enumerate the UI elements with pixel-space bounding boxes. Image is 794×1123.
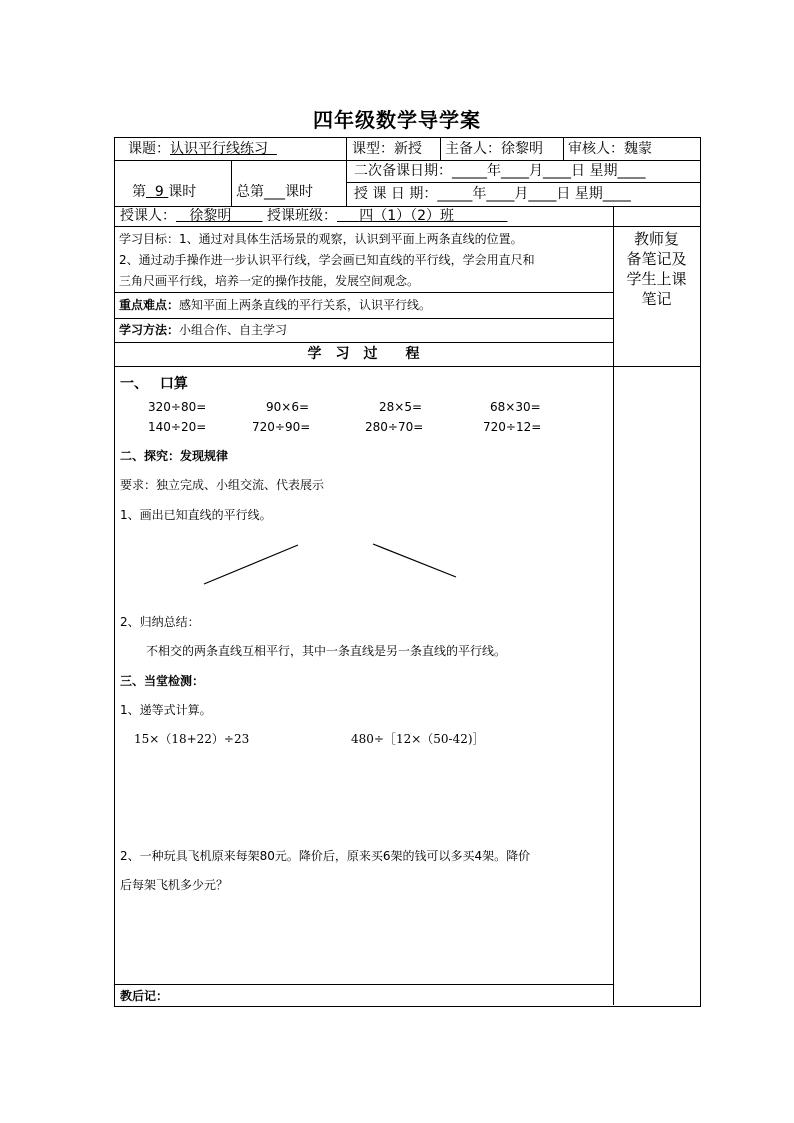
topic-value: 认识平行线练习 — [170, 141, 268, 157]
column-divider — [613, 206, 614, 1005]
calc-1-2: 90×6= — [266, 400, 310, 414]
side-note-line-4: 笔记 — [641, 290, 672, 308]
topic-cell — [128, 140, 277, 158]
column-divider — [346, 137, 347, 206]
goal-line-1: 学习目标：1、通过对具体生活场景的观察，认识到平面上两条直线的位置。 — [119, 232, 523, 246]
period-cell — [132, 183, 196, 201]
calc-2-1: 140÷20= — [148, 420, 207, 434]
topic-label: 课题： — [128, 141, 170, 157]
reviewer: 审核人：魏蒙 — [568, 141, 652, 157]
calc-1-3: 28×5= — [379, 400, 423, 414]
process-header: 学 习 过 程 — [307, 346, 420, 362]
period-prefix: 第 — [132, 184, 146, 200]
method-text: 小组合作、自主学习 — [179, 323, 288, 337]
after-class-notes: 教后记： — [120, 989, 169, 1003]
method-label: 学习方法： — [119, 323, 180, 337]
goal-line-3: 三角尺画平行线，培养一定的操作技能，发展空间观念。 — [119, 274, 420, 288]
calc-2-3: 280÷70= — [365, 420, 424, 434]
question-2-2: 2、归纳总结： — [120, 615, 200, 629]
page-title: 四年级数学导学案 — [313, 108, 481, 132]
teacher-value: 徐黎明 — [189, 208, 232, 224]
side-note-line-1: 教师复 — [633, 230, 679, 248]
period-suffix: 课时 — [168, 184, 197, 200]
question-3-2-line-1: 2、一种玩具飞机原来每架80元。降价后，原来买6架的钱可以多买4架。降价 — [120, 849, 531, 863]
calc-1-1: 320÷80= — [148, 400, 207, 414]
column-divider — [231, 160, 232, 206]
section1-title: 一、 口算 — [120, 376, 188, 392]
learning-method — [119, 321, 287, 339]
row-divider — [114, 984, 613, 985]
summary-text: 不相交的两条直线互相平行，其中一条直线是另一条直线的平行线。 — [146, 644, 507, 658]
expression-1: 15×（18+22）÷23 — [134, 732, 250, 746]
side-note-line-3: 学生上课 — [626, 270, 687, 288]
class-value: 四（1）（2）班 — [359, 208, 455, 224]
row-divider — [114, 318, 613, 319]
requirement: 要求：独立完成、小组交流、代表展示 — [120, 478, 325, 492]
calc-2-4: 720÷12= — [483, 420, 542, 434]
row-divider — [114, 342, 613, 343]
second-prep-date: 二次备课日期：_____年____月____日 星期____ — [354, 163, 646, 179]
calc-2-2: 720÷90= — [252, 420, 311, 434]
section2-title: 二、探究：发现规律 — [120, 449, 229, 463]
preparer: 主备人：徐黎明 — [445, 141, 543, 157]
row-divider — [114, 292, 613, 293]
teacher-row — [120, 207, 507, 225]
key-points-label: 重点难点： — [119, 298, 180, 312]
teacher-label: 授课人： — [120, 208, 176, 224]
column-divider — [563, 137, 564, 160]
lesson-type: 课型：新授 — [352, 141, 422, 157]
question-3-1: 1、递等式计算。 — [120, 703, 212, 717]
goal-line-2: 2、通过动手操作进一步认识平行线，学会画已知直线的平行线，学会用直尺和 — [119, 253, 535, 267]
total-period: 总第___课时 — [236, 184, 313, 200]
question-3-2-line-2: 后每架飞机多少元？ — [120, 878, 229, 892]
teach-date: 授 课 日 期：_____年____月____日 星期____ — [354, 186, 631, 202]
column-divider — [440, 137, 441, 160]
key-points — [119, 296, 431, 314]
side-note-line-2: 备笔记及 — [626, 250, 687, 268]
calc-1-4: 68×30= — [490, 400, 541, 414]
expression-2: 480÷［12×（50-42)］ — [351, 732, 485, 746]
question-2-1: 1、画出已知直线的平行线。 — [120, 508, 272, 522]
period-number: 9 — [154, 184, 164, 200]
row-divider — [346, 182, 700, 183]
key-points-text: 感知平面上两条直线的平行关系，认识平行线。 — [179, 298, 432, 312]
section3-title: 三、当堂检测： — [120, 674, 205, 688]
class-label: 授课班级： — [266, 208, 337, 224]
row-divider — [114, 160, 700, 161]
